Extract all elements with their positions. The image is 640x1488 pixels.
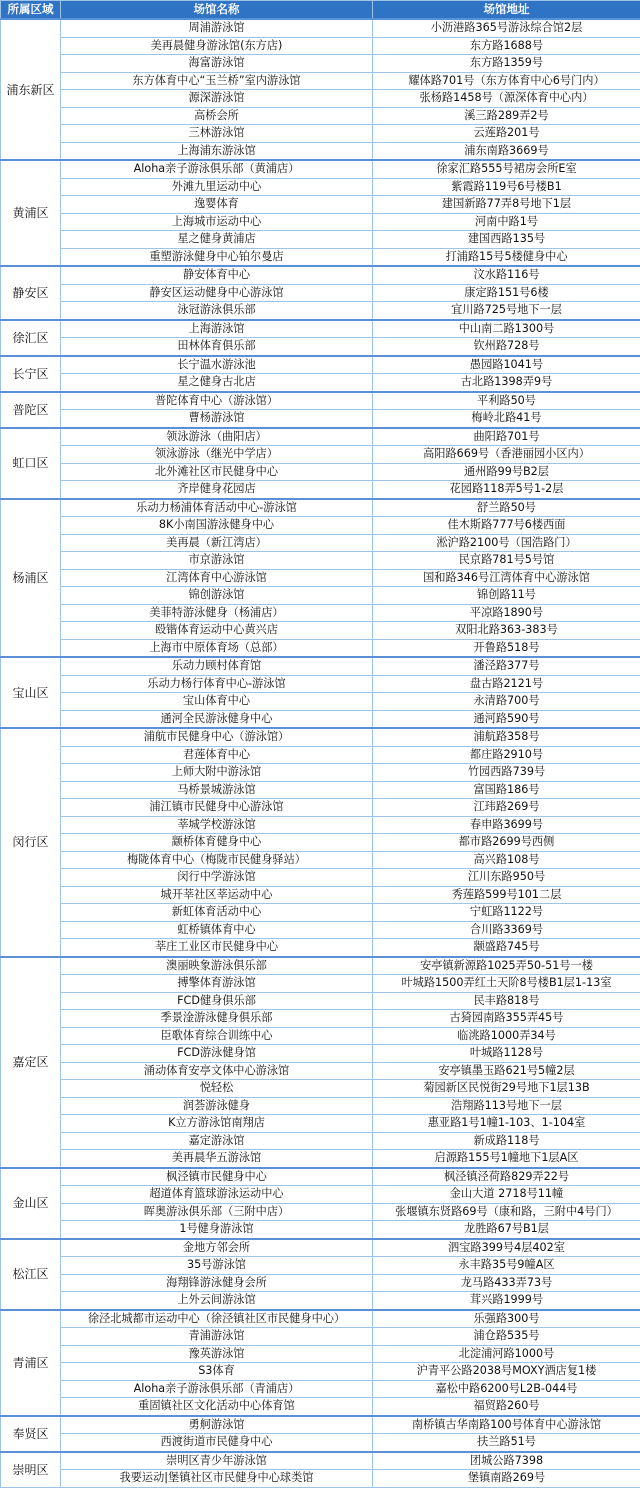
venue-name-cell: 源深游泳馆 bbox=[61, 90, 373, 108]
table-row bbox=[1, 1380, 640, 1398]
venue-address-cell: 茸兴路1999号 bbox=[373, 1292, 640, 1310]
venue-name-cell: 高桥会所 bbox=[61, 107, 373, 125]
table-row bbox=[1, 904, 640, 922]
venue-address-cell: 永丰路35号9幢A区 bbox=[373, 1257, 640, 1275]
venue-address-cell: 双阳北路363-383号 bbox=[373, 622, 640, 640]
venue-address-cell: 溪三路289弄2号 bbox=[373, 107, 640, 125]
venue-address-cell: 淞沪路2100号（国浩路门） bbox=[373, 534, 640, 552]
venue-address-cell: 佳木斯路777号6楼西面 bbox=[373, 517, 640, 535]
venue-name-cell: 普陀体育中心（游泳馆） bbox=[61, 392, 373, 410]
venue-name-cell: 东方体育中心“玉兰桥”室内游泳馆 bbox=[61, 72, 373, 90]
venue-name-cell: 上外云间游泳馆 bbox=[61, 1292, 373, 1310]
venue-name-cell: 涌动体育安亭文体中心游泳馆 bbox=[61, 1062, 373, 1080]
venue-address-cell: 通河路590号 bbox=[373, 710, 640, 728]
venue-address-cell: 叶城路1128号 bbox=[373, 1045, 640, 1063]
venue-name-cell: 城开莘社区莘运动中心 bbox=[61, 886, 373, 904]
table-row bbox=[1, 1239, 640, 1257]
table-row bbox=[1, 834, 640, 852]
table-row bbox=[1, 781, 640, 799]
venue-name-cell: 青浦游泳馆 bbox=[61, 1328, 373, 1346]
venue-address-cell: 高兴路108号 bbox=[373, 851, 640, 869]
venue-name-cell: 曹杨游泳馆 bbox=[61, 410, 373, 428]
venue-address-cell: 国和路346号江湾体育中心游泳馆 bbox=[373, 569, 640, 587]
venue-name-cell: 海富游泳馆 bbox=[61, 55, 373, 73]
district-cell: 崇明区 bbox=[1, 1452, 61, 1488]
venue-name-cell: 重固镇社区文化活动中心体育馆 bbox=[61, 1398, 373, 1416]
venue-address-cell: 开鲁路518号 bbox=[373, 639, 640, 657]
venue-name-cell: 季景淦游泳健身俱乐部 bbox=[61, 1010, 373, 1028]
table-row bbox=[1, 266, 640, 284]
table-row bbox=[1, 992, 640, 1010]
venue-name-cell: 梅陇体育中心（梅陇市民健身驿站） bbox=[61, 851, 373, 869]
venue-address-cell: 高阳路669号（香港丽园小区内） bbox=[373, 446, 640, 464]
table-row bbox=[1, 517, 640, 535]
table-row bbox=[1, 107, 640, 125]
venue-address-cell: 建国西路135号 bbox=[373, 231, 640, 249]
venue-address-cell: 民京路781号5号馆 bbox=[373, 552, 640, 570]
venue-name-cell: 田林体育俱乐部 bbox=[61, 338, 373, 356]
table-row bbox=[1, 728, 640, 746]
table-row bbox=[1, 764, 640, 782]
district-cell: 杨浦区 bbox=[1, 499, 61, 658]
table-row bbox=[1, 851, 640, 869]
table-row bbox=[1, 957, 640, 975]
table-row bbox=[1, 428, 640, 446]
venue-address-cell: 南桥镇古华南路100号体育中心游泳馆 bbox=[373, 1416, 640, 1434]
venue-address-cell: 浩翔路113号地下一层 bbox=[373, 1097, 640, 1115]
venue-address-cell: 东方路1359号 bbox=[373, 55, 640, 73]
table-row bbox=[1, 1398, 640, 1416]
venue-name-cell: 殴锴体育运动中心黄兴店 bbox=[61, 622, 373, 640]
table-row bbox=[1, 1010, 640, 1028]
venue-address-cell: 浦东南路3669号 bbox=[373, 142, 640, 160]
table-row bbox=[1, 1274, 640, 1292]
table-row bbox=[1, 142, 640, 160]
table-row bbox=[1, 178, 640, 196]
venue-name-cell: 晖奥游泳俱乐部（三附中店） bbox=[61, 1203, 373, 1221]
venue-address-cell: 安亭镇墨玉路621号5幢2层 bbox=[373, 1062, 640, 1080]
district-cell: 徐汇区 bbox=[1, 320, 61, 356]
venue-address-cell: 临洮路1000弄34号 bbox=[373, 1027, 640, 1045]
venue-name-cell: 逸婴体育 bbox=[61, 196, 373, 214]
header-row bbox=[1, 1, 640, 20]
venue-address-cell: 颛盛路745号 bbox=[373, 939, 640, 957]
venue-address-cell: 永清路700号 bbox=[373, 693, 640, 711]
venue-address-cell: 江玮路269号 bbox=[373, 799, 640, 817]
venue-name-cell: 勇舸游泳馆 bbox=[61, 1416, 373, 1434]
table-row bbox=[1, 693, 640, 711]
venue-address-cell: 梅岭北路41号 bbox=[373, 410, 640, 428]
table-row bbox=[1, 320, 640, 338]
venue-name-cell: 江湾体育中心游泳馆 bbox=[61, 569, 373, 587]
venue-address-cell: 泗宝路399号4层402室 bbox=[373, 1239, 640, 1257]
venue-address-cell: 北淀浦河路1000号 bbox=[373, 1345, 640, 1363]
table-row bbox=[1, 799, 640, 817]
district-cell: 黄浦区 bbox=[1, 160, 61, 266]
venue-name-cell: 新虹体育活动中心 bbox=[61, 904, 373, 922]
venue-address-cell: 中山南二路1300号 bbox=[373, 320, 640, 338]
venue-name-cell: FCD健身俱乐部 bbox=[61, 992, 373, 1010]
table-row bbox=[1, 72, 640, 90]
venue-name-cell: 浦航市民健身中心（游泳馆） bbox=[61, 728, 373, 746]
district-cell: 宝山区 bbox=[1, 657, 61, 728]
venue-name-cell: 周浦游泳馆 bbox=[61, 19, 373, 37]
table-row bbox=[1, 816, 640, 834]
venue-address-cell: 富国路186号 bbox=[373, 781, 640, 799]
venue-name-cell: 北外滩社区市民健身中心 bbox=[61, 463, 373, 481]
table-body bbox=[1, 19, 640, 1487]
table-row bbox=[1, 446, 640, 464]
venue-name-cell: 35号游泳馆 bbox=[61, 1257, 373, 1275]
venue-name-cell: 乐动力杨浦体育活动中心-游泳馆 bbox=[61, 499, 373, 517]
venue-name-cell: 臣歌体育综合训练中心 bbox=[61, 1027, 373, 1045]
venue-name-cell: 上海市中原体育场（总部） bbox=[61, 639, 373, 657]
venue-name-cell: 闵行中学游泳馆 bbox=[61, 869, 373, 887]
header-venue-name: 场馆名称 bbox=[61, 1, 373, 20]
venue-address-cell: 潘泾路377号 bbox=[373, 657, 640, 675]
venue-address-cell: 金山大道 2718号11幢 bbox=[373, 1186, 640, 1204]
venue-name-cell: 美再晨（新江湾店） bbox=[61, 534, 373, 552]
table-row bbox=[1, 213, 640, 231]
venue-name-cell: FCD游泳健身馆 bbox=[61, 1045, 373, 1063]
venue-name-cell: 虹桥镇体育中心 bbox=[61, 921, 373, 939]
venue-name-cell: 泳冠游泳俱乐部 bbox=[61, 302, 373, 320]
district-cell: 青浦区 bbox=[1, 1310, 61, 1416]
venue-address-cell: 东方路1688号 bbox=[373, 37, 640, 55]
venue-address-cell: 菊园新区民悦街29号地下1层13B bbox=[373, 1080, 640, 1098]
table-row bbox=[1, 160, 640, 178]
venue-name-cell: 美再晨健身游泳馆(东方店) bbox=[61, 37, 373, 55]
venue-name-cell: 市京游泳馆 bbox=[61, 552, 373, 570]
table-row bbox=[1, 374, 640, 392]
venue-name-cell: 澳丽映象游泳俱乐部 bbox=[61, 957, 373, 975]
venue-name-cell: 金地方邻会所 bbox=[61, 1239, 373, 1257]
venue-address-cell: 钦州路728号 bbox=[373, 338, 640, 356]
table-row bbox=[1, 90, 640, 108]
table-row bbox=[1, 587, 640, 605]
venue-address-cell: 建国新路77弄8号地下1层 bbox=[373, 196, 640, 214]
venue-name-cell: 8K小南国游泳健身中心 bbox=[61, 517, 373, 535]
venue-address-cell: 平凉路1890号 bbox=[373, 604, 640, 622]
venue-name-cell: 马桥景城游泳馆 bbox=[61, 781, 373, 799]
venue-address-cell: 都市路2699号西侧 bbox=[373, 834, 640, 852]
venue-name-cell: 徐泾北城都市运动中心（徐泾镇社区市民健身中心） bbox=[61, 1310, 373, 1328]
venue-name-cell: 润荟游泳健身 bbox=[61, 1097, 373, 1115]
venue-address-cell: 盘古路2121号 bbox=[373, 675, 640, 693]
district-cell: 虹口区 bbox=[1, 428, 61, 499]
district-cell: 静安区 bbox=[1, 266, 61, 320]
venue-address-cell: 舒兰路50号 bbox=[373, 499, 640, 517]
table-row bbox=[1, 1132, 640, 1150]
venue-address-cell: 小沥港路365号游泳综合馆2层 bbox=[373, 19, 640, 37]
venue-name-cell: 超道体育篮球游泳运动中心 bbox=[61, 1186, 373, 1204]
venue-name-cell: 颛桥体育健身中心 bbox=[61, 834, 373, 852]
table-row bbox=[1, 1310, 640, 1328]
venue-name-cell: 三林游泳馆 bbox=[61, 125, 373, 143]
table-row bbox=[1, 125, 640, 143]
table-row bbox=[1, 1150, 640, 1168]
venue-name-cell: 长宁温水游泳池 bbox=[61, 356, 373, 374]
table-row bbox=[1, 392, 640, 410]
district-cell: 松江区 bbox=[1, 1239, 61, 1310]
table-row bbox=[1, 196, 640, 214]
venue-address-cell: 宜川路725号地下一层 bbox=[373, 302, 640, 320]
table-row bbox=[1, 604, 640, 622]
venue-address-cell: 春申路3699号 bbox=[373, 816, 640, 834]
venue-name-cell: 重塑游泳健身中心铂尔曼店 bbox=[61, 248, 373, 266]
venue-address-cell: 花园路118弄5号1-2层 bbox=[373, 481, 640, 499]
table-row bbox=[1, 302, 640, 320]
venue-name-cell: 悦轻松 bbox=[61, 1080, 373, 1098]
venue-name-cell: 星之健身黄浦店 bbox=[61, 231, 373, 249]
venue-address-cell: 张堰镇东贤路69号（康和路，三附中4号门） bbox=[373, 1203, 640, 1221]
table-row bbox=[1, 746, 640, 764]
venue-name-cell: 宝山体育中心 bbox=[61, 693, 373, 711]
venue-address-cell: 乐强路300号 bbox=[373, 1310, 640, 1328]
venue-address-cell: 江川东路950号 bbox=[373, 869, 640, 887]
table-row bbox=[1, 569, 640, 587]
venue-address-cell: 云莲路201号 bbox=[373, 125, 640, 143]
table-row bbox=[1, 1186, 640, 1204]
table-row bbox=[1, 552, 640, 570]
venue-name-cell: 浦江镇市民健身中心游泳馆 bbox=[61, 799, 373, 817]
table-row bbox=[1, 338, 640, 356]
table-row bbox=[1, 1470, 640, 1488]
venue-address-cell: 秀莲路599号101二层 bbox=[373, 886, 640, 904]
table-row bbox=[1, 481, 640, 499]
venue-address-cell: 康定路151号6楼 bbox=[373, 284, 640, 302]
venue-name-cell: 莘庄工业区市民健身中心 bbox=[61, 939, 373, 957]
venue-name-cell: 领泳游泳（继光中学店） bbox=[61, 446, 373, 464]
venue-address-cell: 紫霞路119号6号楼B1 bbox=[373, 178, 640, 196]
venue-name-cell: 乐动力顾村体育馆 bbox=[61, 657, 373, 675]
venue-address-cell: 枫泾镇泾荷路829弄22号 bbox=[373, 1168, 640, 1186]
venue-address-cell: 打浦路15号5楼健身中心 bbox=[373, 248, 640, 266]
district-cell: 闵行区 bbox=[1, 728, 61, 957]
district-cell: 金山区 bbox=[1, 1168, 61, 1239]
venue-name-cell: 1号健身游泳馆 bbox=[61, 1221, 373, 1239]
table-row bbox=[1, 410, 640, 428]
table-row bbox=[1, 869, 640, 887]
table-row bbox=[1, 675, 640, 693]
venue-name-cell: 锦创游泳馆 bbox=[61, 587, 373, 605]
venue-name-cell: Aloha亲子游泳俱乐部（青浦店） bbox=[61, 1380, 373, 1398]
table-row bbox=[1, 1292, 640, 1310]
table-row bbox=[1, 921, 640, 939]
venue-address-cell: 龙马路433弄73号 bbox=[373, 1274, 640, 1292]
venue-name-cell: 上海游泳馆 bbox=[61, 320, 373, 338]
venue-address-cell: 汶水路116号 bbox=[373, 266, 640, 284]
venue-name-cell: 莘城学校游泳馆 bbox=[61, 816, 373, 834]
venue-address-cell: 安亭镇新源路1025弄50-51号一楼 bbox=[373, 957, 640, 975]
venue-name-cell: 上师大附中游泳馆 bbox=[61, 764, 373, 782]
venue-name-cell: 崇明区青少年游泳馆 bbox=[61, 1452, 373, 1470]
table-row bbox=[1, 19, 640, 37]
venue-name-cell: 乐动力杨行体育中心-游泳馆 bbox=[61, 675, 373, 693]
venue-name-cell: 领泳游泳（曲阳店） bbox=[61, 428, 373, 446]
venue-address-cell: 扶兰路51号 bbox=[373, 1434, 640, 1452]
venue-name-cell: 豫英游泳馆 bbox=[61, 1345, 373, 1363]
venue-name-cell: 嘉定游泳馆 bbox=[61, 1132, 373, 1150]
venue-address-cell: 浦航路358号 bbox=[373, 728, 640, 746]
venue-address-cell: 耀体路701号（东方体育中心6号门内） bbox=[373, 72, 640, 90]
venue-name-cell: 搏擎体育游泳馆 bbox=[61, 975, 373, 993]
venue-address-cell: 愚园路1041号 bbox=[373, 356, 640, 374]
table-row bbox=[1, 639, 640, 657]
table-row bbox=[1, 463, 640, 481]
table-row bbox=[1, 1203, 640, 1221]
table-row bbox=[1, 622, 640, 640]
venue-name-cell: Aloha亲子游泳俱乐部（黄浦店） bbox=[61, 160, 373, 178]
table-row bbox=[1, 939, 640, 957]
table-row bbox=[1, 1452, 640, 1470]
venue-address-cell: 团城公路7398 bbox=[373, 1452, 640, 1470]
venue-name-cell: 我要运动|堡镇社区市民健身中心球类馆 bbox=[61, 1470, 373, 1488]
venue-address-cell: 嘉松中路6200号L2B-044号 bbox=[373, 1380, 640, 1398]
header-district: 所属区域 bbox=[1, 1, 61, 20]
venue-address-cell: 张杨路1458号（源深体育中心内） bbox=[373, 90, 640, 108]
table-row bbox=[1, 1328, 640, 1346]
venue-address-cell: 宁虹路1122号 bbox=[373, 904, 640, 922]
table-row bbox=[1, 657, 640, 675]
venue-name-cell: 美再晨华五游泳馆 bbox=[61, 1150, 373, 1168]
venue-address-cell: 竹园西路739号 bbox=[373, 764, 640, 782]
header-venue-address: 场馆地址 bbox=[373, 1, 640, 20]
table-row bbox=[1, 534, 640, 552]
venue-address-cell: 合川路3369号 bbox=[373, 921, 640, 939]
table-row bbox=[1, 710, 640, 728]
district-cell: 普陀区 bbox=[1, 392, 61, 428]
table-row bbox=[1, 356, 640, 374]
venue-address-cell: 堡镇南路269号 bbox=[373, 1470, 640, 1488]
table-row bbox=[1, 1115, 640, 1133]
table-row bbox=[1, 1221, 640, 1239]
venue-address-cell: 通州路99号B2层 bbox=[373, 463, 640, 481]
venue-name-cell: 上海城市运动中心 bbox=[61, 213, 373, 231]
venue-address-cell: 曲阳路701号 bbox=[373, 428, 640, 446]
table-row bbox=[1, 284, 640, 302]
table-row bbox=[1, 1434, 640, 1452]
venue-address-cell: 新成路118号 bbox=[373, 1132, 640, 1150]
table-row bbox=[1, 1363, 640, 1381]
table-row bbox=[1, 37, 640, 55]
venue-name-cell: 海翔锋游泳健身会所 bbox=[61, 1274, 373, 1292]
venue-address-cell: 都庄路2910号 bbox=[373, 746, 640, 764]
venue-name-cell: 枫泾镇市民健身中心 bbox=[61, 1168, 373, 1186]
table-row bbox=[1, 886, 640, 904]
venue-name-cell: 美菲特游泳健身（杨浦店） bbox=[61, 604, 373, 622]
table-row bbox=[1, 1168, 640, 1186]
venue-name-cell: 外滩九里运动中心 bbox=[61, 178, 373, 196]
venue-address-cell: 锦创路11号 bbox=[373, 587, 640, 605]
venue-name-cell: 君莲体育中心 bbox=[61, 746, 373, 764]
table-row bbox=[1, 975, 640, 993]
district-cell: 奉贤区 bbox=[1, 1416, 61, 1452]
venue-address-cell: 浦仓路535号 bbox=[373, 1328, 640, 1346]
venue-address-cell: 民丰路818号 bbox=[373, 992, 640, 1010]
venue-address-cell: 古猗园南路355弄45号 bbox=[373, 1010, 640, 1028]
table-row bbox=[1, 499, 640, 517]
venue-address-cell: 河南中路1号 bbox=[373, 213, 640, 231]
venue-address-cell: 徐家汇路555号裙房会所E室 bbox=[373, 160, 640, 178]
table-row bbox=[1, 1080, 640, 1098]
table-row bbox=[1, 55, 640, 73]
venue-name-cell: K立方游泳馆南翔店 bbox=[61, 1115, 373, 1133]
venue-name-cell: 静安区运动健身中心游泳馆 bbox=[61, 284, 373, 302]
table-row bbox=[1, 231, 640, 249]
venue-address-cell: 叶城路1500弄红土天阶8号楼B1层1-13室 bbox=[373, 975, 640, 993]
table-row bbox=[1, 248, 640, 266]
venue-name-cell: 通河全民游泳健身中心 bbox=[61, 710, 373, 728]
venue-name-cell: 西渡街道市民健身中心 bbox=[61, 1434, 373, 1452]
table-row bbox=[1, 1416, 640, 1434]
venue-name-cell: 静安体育中心 bbox=[61, 266, 373, 284]
table-row bbox=[1, 1062, 640, 1080]
venue-address-cell: 惠亚路1号1幢1-103、1-104室 bbox=[373, 1115, 640, 1133]
district-cell: 长宁区 bbox=[1, 356, 61, 392]
venue-name-cell: S3体育 bbox=[61, 1363, 373, 1381]
district-cell: 嘉定区 bbox=[1, 957, 61, 1168]
venue-name-cell: 齐岸健身花园店 bbox=[61, 481, 373, 499]
district-cell: 浦东新区 bbox=[1, 19, 61, 160]
table-row bbox=[1, 1097, 640, 1115]
venue-address-cell: 沪青平公路2038号MOXY酒店复1楼 bbox=[373, 1363, 640, 1381]
table-row bbox=[1, 1345, 640, 1363]
venue-address-cell: 龙胜路67号B1层 bbox=[373, 1221, 640, 1239]
table-row bbox=[1, 1045, 640, 1063]
venue-address-cell: 平利路50号 bbox=[373, 392, 640, 410]
table-row bbox=[1, 1257, 640, 1275]
venue-name-cell: 上海浦东游泳馆 bbox=[61, 142, 373, 160]
table-row bbox=[1, 1027, 640, 1045]
venue-address-cell: 启源路155号1幢地下1层A区 bbox=[373, 1150, 640, 1168]
venue-address-cell: 福贸路260号 bbox=[373, 1398, 640, 1416]
venue-address-cell: 古北路1398弄9号 bbox=[373, 374, 640, 392]
venue-name-cell: 星之健身古北店 bbox=[61, 374, 373, 392]
